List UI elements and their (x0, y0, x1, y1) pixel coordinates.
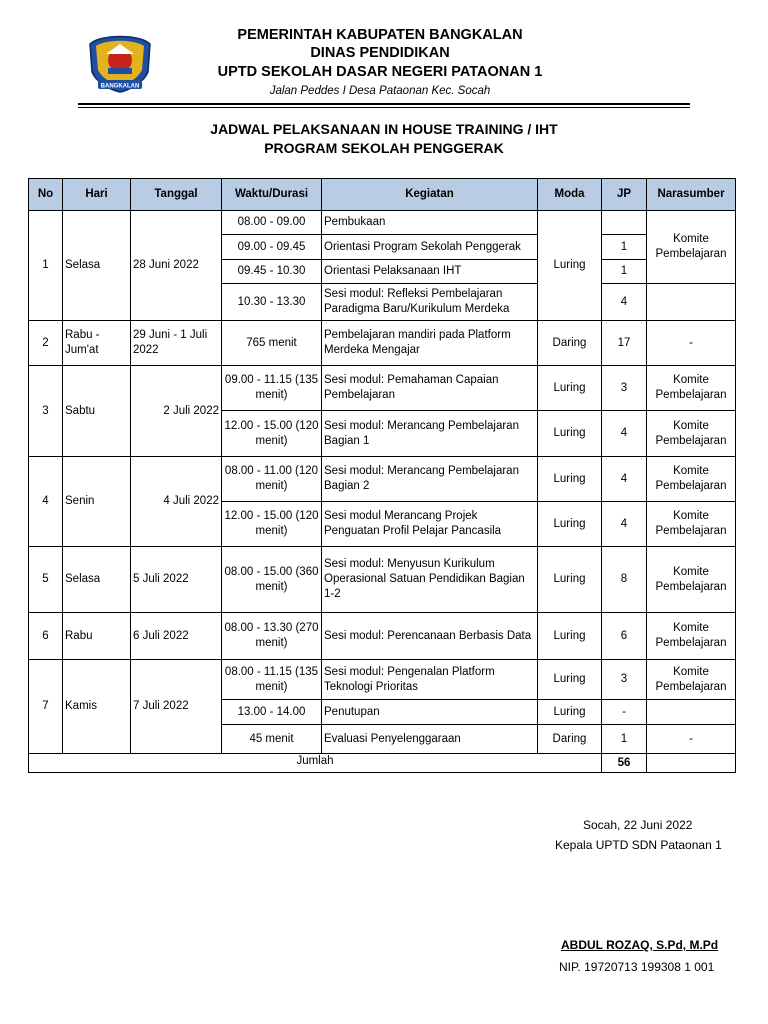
table-row (29, 613, 736, 660)
cell-no: 3 (29, 366, 63, 457)
cell-hari: Rabu (63, 613, 131, 660)
cell-no: 5 (29, 547, 63, 613)
header-tanggal: Tanggal (131, 179, 222, 211)
cell-kegiatan: Sesi modul: Pengenalan Platform Teknologi Prioritas (322, 660, 538, 700)
header-waktu: Waktu/Durasi (222, 179, 322, 211)
cell-no: 7 (29, 660, 63, 754)
cell-tanggal: 4 Juli 2022 (131, 457, 222, 547)
cell-narasumber-empty (647, 284, 736, 321)
cell-narasumber: Komite Pembelajaran (647, 457, 736, 502)
cell-narasumber: - (647, 321, 736, 366)
cell-tanggal: 28 Juni 2022 (131, 211, 222, 321)
cell-narasumber: - (647, 725, 736, 754)
cell-tanggal: 2 Juli 2022 (131, 366, 222, 457)
cell-moda: Luring (538, 700, 602, 725)
cell-hari: Senin (63, 457, 131, 547)
cell-kegiatan: Pembelajaran mandiri pada Platform Merdeka Mengajar (322, 321, 538, 366)
cell-kegiatan: Sesi modul Merancang Projek Penguatan Profil Pelajar Pancasila (322, 502, 538, 547)
cell-waktu: 08.00 - 11.15 (135 menit) (222, 660, 322, 700)
cell-waktu: 765 menit (222, 321, 322, 366)
cell-waktu: 09.45 - 10.30 (222, 260, 322, 284)
table-row (29, 211, 736, 235)
cell-moda: Luring (538, 660, 602, 700)
cell-no: 6 (29, 613, 63, 660)
table-row (29, 366, 736, 411)
cell-jp: 3 (602, 660, 647, 700)
signature-nip: NIP. 19720713 199308 1 001 (559, 960, 715, 974)
cell-jp: 1 (602, 725, 647, 754)
letterhead-office: DINAS PENDIDIKAN (310, 45, 450, 61)
cell-kegiatan: Pembukaan (322, 211, 538, 235)
cell-waktu: 09.00 - 11.15 (135 menit) (222, 366, 322, 411)
letterhead-rule-thick (78, 103, 690, 105)
document-title: JADWAL PELAKSANAAN IN HOUSE TRAINING / IHT (210, 121, 558, 137)
cell-tanggal: 7 Juli 2022 (131, 660, 222, 754)
letterhead-government: PEMERINTAH KABUPATEN BANGKALAN (237, 27, 523, 43)
signature-position: Kepala UPTD SDN Pataonan 1 (555, 838, 722, 852)
cell-kegiatan: Sesi modul: Menyusun Kurikulum Operasional Satuan Pendidikan Bagian 1-2 (322, 547, 538, 613)
cell-jp: 4 (602, 457, 647, 502)
table-row (29, 321, 736, 366)
cell-waktu: 12.00 - 15.00 (120 menit) (222, 411, 322, 457)
cell-kegiatan: Penutupan (322, 700, 538, 725)
cell-moda: Luring (538, 457, 602, 502)
cell-narasumber: Komite Pembelajaran (647, 613, 736, 660)
letterhead-rule-thin (78, 107, 690, 108)
header-moda: Moda (538, 179, 602, 211)
cell-waktu: 12.00 - 15.00 (120 menit) (222, 502, 322, 547)
cell-hari: Rabu - Jum'at (63, 321, 131, 366)
cell-kegiatan: Orientasi Program Sekolah Penggerak (322, 235, 538, 260)
cell-jp: 3 (602, 366, 647, 411)
header-hari: Hari (63, 179, 131, 211)
cell-no: 4 (29, 457, 63, 547)
cell-no: 2 (29, 321, 63, 366)
cell-moda: Luring (538, 211, 602, 321)
regency-emblem-logo (86, 30, 154, 94)
total-jp: 56 (602, 754, 647, 773)
cell-narasumber: Komite Pembelajaran (647, 366, 736, 411)
cell-jp: 6 (602, 613, 647, 660)
cell-narasumber: Komite Pembelajaran (647, 660, 736, 700)
table-row (29, 457, 736, 502)
cell-waktu: 08.00 - 13.30 (270 menit) (222, 613, 322, 660)
cell-narasumber: Komite Pembelajaran (647, 411, 736, 457)
cell-moda: Daring (538, 321, 602, 366)
cell-kegiatan: Sesi modul: Merancang Pembelajaran Bagian 2 (322, 457, 538, 502)
table-row (29, 660, 736, 700)
cell-hari: Selasa (63, 211, 131, 321)
cell-jp: 4 (602, 284, 647, 321)
signature-place-date: Socah, 22 Juni 2022 (583, 818, 693, 832)
cell-waktu: 45 menit (222, 725, 322, 754)
cell-moda: Luring (538, 502, 602, 547)
header-no: No (29, 179, 63, 211)
letterhead-school: UPTD SEKOLAH DASAR NEGERI PATAONAN 1 (217, 64, 543, 80)
cell-waktu: 08.00 - 15.00 (360 menit) (222, 547, 322, 613)
header-jp: JP (602, 179, 647, 211)
total-label: Jumlah (29, 754, 602, 773)
cell-jp (602, 211, 647, 235)
cell-waktu: 08.00 - 11.00 (120 menit) (222, 457, 322, 502)
cell-kegiatan: Sesi modul: Pemahaman Capaian Pembelajaran (322, 366, 538, 411)
cell-moda: Luring (538, 547, 602, 613)
cell-kegiatan: Sesi modul: Merancang Pembelajaran Bagian 1 (322, 411, 538, 457)
cell-moda: Daring (538, 725, 602, 754)
cell-narasumber: Komite Pembelajaran (647, 211, 736, 284)
cell-kegiatan: Sesi modul: Refleksi Pembelajaran Paradigma Baru/Kurikulum Merdeka (322, 284, 538, 321)
cell-jp: 1 (602, 260, 647, 284)
cell-narasumber: Komite Pembelajaran (647, 547, 736, 613)
cell-moda: Luring (538, 613, 602, 660)
cell-jp: 4 (602, 502, 647, 547)
cell-jp: 4 (602, 411, 647, 457)
cell-tanggal: 5 Juli 2022 (131, 547, 222, 613)
cell-narasumber: Komite Pembelajaran (647, 502, 736, 547)
document-subtitle: PROGRAM SEKOLAH PENGGERAK (264, 140, 504, 156)
cell-jp: 8 (602, 547, 647, 613)
cell-jp: 17 (602, 321, 647, 366)
header-kegiatan: Kegiatan (322, 179, 538, 211)
letterhead-address: Jalan Peddes I Desa Pataonan Kec. Socah (269, 85, 491, 97)
cell-kegiatan: Evaluasi Penyelenggaraan (322, 725, 538, 754)
header-narasumber: Narasumber (647, 179, 736, 211)
total-empty (647, 754, 736, 773)
logo-text: BANGKALAN (100, 83, 140, 90)
cell-jp: - (602, 700, 647, 725)
cell-moda: Luring (538, 411, 602, 457)
cell-moda: Luring (538, 366, 602, 411)
schedule-table (28, 178, 736, 773)
cell-kegiatan: Orientasi Pelaksanaan IHT (322, 260, 538, 284)
cell-waktu: 13.00 - 14.00 (222, 700, 322, 725)
cell-tanggal: 6 Juli 2022 (131, 613, 222, 660)
table-total-row (29, 754, 736, 773)
cell-narasumber (647, 700, 736, 725)
cell-kegiatan: Sesi modul: Perencanaan Berbasis Data (322, 613, 538, 660)
cell-hari: Kamis (63, 660, 131, 754)
cell-tanggal: 29 Juni - 1 Juli 2022 (131, 321, 222, 366)
table-row (29, 547, 736, 613)
table-header-row (29, 179, 736, 211)
signature-name: ABDUL ROZAQ, S.Pd, M.Pd (561, 938, 719, 952)
cell-hari: Selasa (63, 547, 131, 613)
cell-hari: Sabtu (63, 366, 131, 457)
cell-waktu: 09.00 - 09.45 (222, 235, 322, 260)
cell-jp: 1 (602, 235, 647, 260)
cell-waktu: 08.00 - 09.00 (222, 211, 322, 235)
cell-no: 1 (29, 211, 63, 321)
cell-waktu: 10.30 - 13.30 (222, 284, 322, 321)
